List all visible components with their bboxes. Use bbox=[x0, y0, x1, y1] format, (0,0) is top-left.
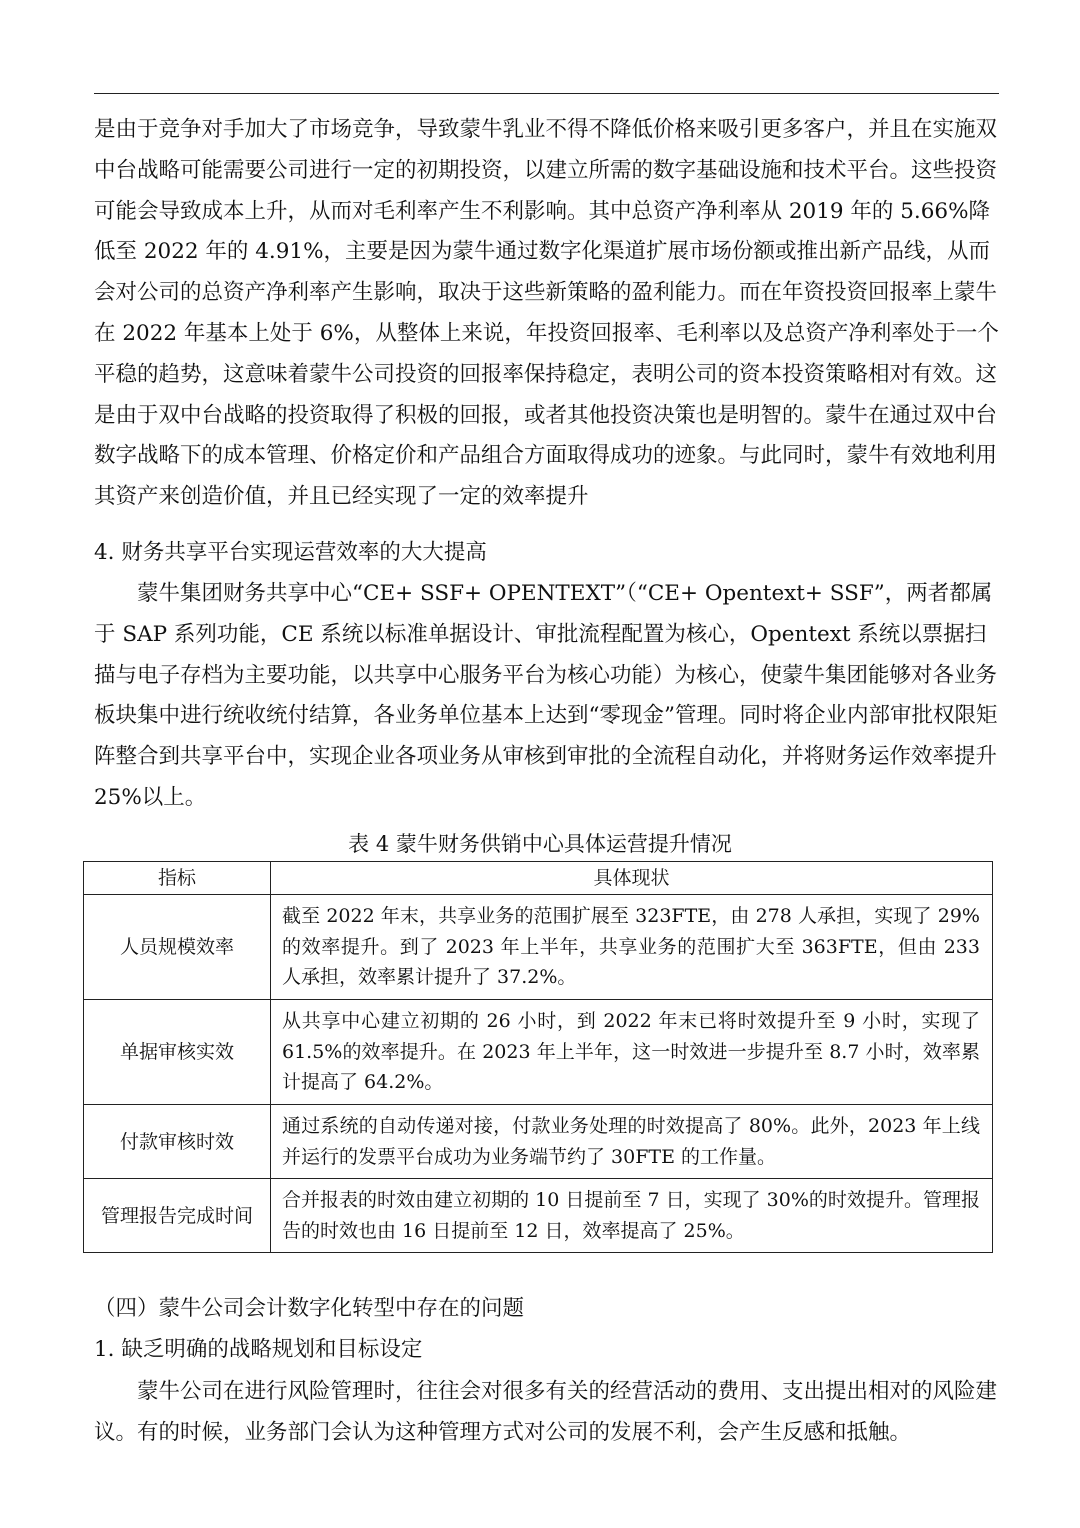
table-cell-detail: 从共享中心建立初期的 26 小时，到 2022 年末已将时效提升至 9 小时，实现了 61.5%的效率提升。在 2023 年上半年，这一时效进一步提升至 8.7 小时，效率累计提高了 64.2%。 bbox=[271, 1000, 993, 1105]
table-cell-detail: 截至 2022 年末，共享业务的范围扩展至 323FTE，由 278 人承担，实现了 29%的效率提升。到了 2023 年上半年，共享业务的范围扩大至 363FTE，但由 233 人承担，效率累计提升了 37.2%。 bbox=[271, 895, 993, 1000]
table-row bbox=[84, 1179, 993, 1253]
table-cell-metric: 单据审核实效 bbox=[84, 1000, 271, 1105]
table-caption: 表 4 蒙牛财务供销中心具体运营提升情况 bbox=[348, 832, 732, 856]
table-cell-metric: 人员规模效率 bbox=[84, 895, 271, 1000]
section-heading-4: 4. 财务共享平台实现运营效率的大大提高 bbox=[94, 540, 487, 565]
table-cell-metric: 管理报告完成时间 bbox=[84, 1179, 271, 1253]
body-paragraph: 是由于竞争对手加大了市场竞争，导致蒙牛乳业不得不降低价格来吸引更多客户，并且在实施双中台战略可能需要公司进行一定的初期投资，以建立所需的数字基础设施和技术平台。这些投资可能会导致成本上升，从而对毛利率产生不利影响。其中总资产净利率从 2019 年的 5.66%降低至 2022 年的 4.91%，主要是因为蒙牛通过数字化渠道扩展市场份额或推出新产品线，从而会对公司的总资产净利率产生影响，取决于这些新策略的盈利能力。而在年资投资回报率上蒙牛在 2022 年基本上处于 6%，从整体上来说，年投资回报率、毛利率以及总资产净利率处于一个平稳的趋势，这意味着蒙牛公司投资的回报率保持稳定，表明公司的资本投资策略相对有效。这是由于双中台战略的投资取得了积极的回报，或者其他投资决策也是明智的。蒙牛在通过双中台数字战略下的成本管理、价格定价和产品组合方面取得成功的迹象。与此同时，蒙牛有效地利用其资产来创造价值，并且已经实现了一定的效率提升 bbox=[94, 117, 999, 510]
table-row bbox=[84, 1000, 993, 1105]
section-heading-problems: （四）蒙牛公司会计数字化转型中存在的问题 bbox=[94, 1296, 525, 1321]
table-cell-metric: 付款审核时效 bbox=[84, 1105, 271, 1179]
table-header-detail: 具体现状 bbox=[271, 862, 993, 895]
table-cell-detail: 通过系统的自动传递对接，付款业务处理的时效提高了 80%。此外，2023 年上线并运行的发票平台成功为业务端节约了 30FTE 的工作量。 bbox=[271, 1105, 993, 1179]
header-rule bbox=[94, 93, 999, 94]
table-row bbox=[84, 895, 993, 1000]
table-row bbox=[84, 1105, 993, 1179]
body-paragraph-last: 蒙牛公司在进行风险管理时，往往会对很多有关的经营活动的费用、支出提出相对的风险建议。有的时候，业务部门会认为这种管理方式对公司的发展不利，会产生反感和抵触。 bbox=[94, 1379, 998, 1445]
subheading-strategy: 1. 缺乏明确的战略规划和目标设定 bbox=[94, 1337, 423, 1362]
operations-table bbox=[83, 861, 993, 1253]
body-paragraph-4: 蒙牛集团财务共享中心“CE+ SSF+ OPENTEXT”（“CE+ Opentext+ SSF”，两者都属于 SAP 系列功能，CE 系统以标准单据设计、审批流程配置为核心，Opentext 系统以票据扫描与电子存档为主要功能，以共享中心服务平台为核心功能）为核心，使蒙牛集团能够对各业务板块集中进行统收统付结算，各业务单位基本上达到“零现金”管理。同时将企业内部审批权限矩阵整合到共享平台中，实现企业各项业务从审核到审批的全流程自动化，并将财务运作效率提升 25%以上。 bbox=[94, 581, 998, 810]
table-header-metric: 指标 bbox=[84, 862, 271, 895]
table-header-row bbox=[84, 862, 993, 895]
table-cell-detail: 合并报表的时效由建立初期的 10 日提前至 7 日，实现了 30%的时效提升。管理报告的时效也由 16 日提前至 12 日，效率提高了 25%。 bbox=[271, 1179, 993, 1253]
